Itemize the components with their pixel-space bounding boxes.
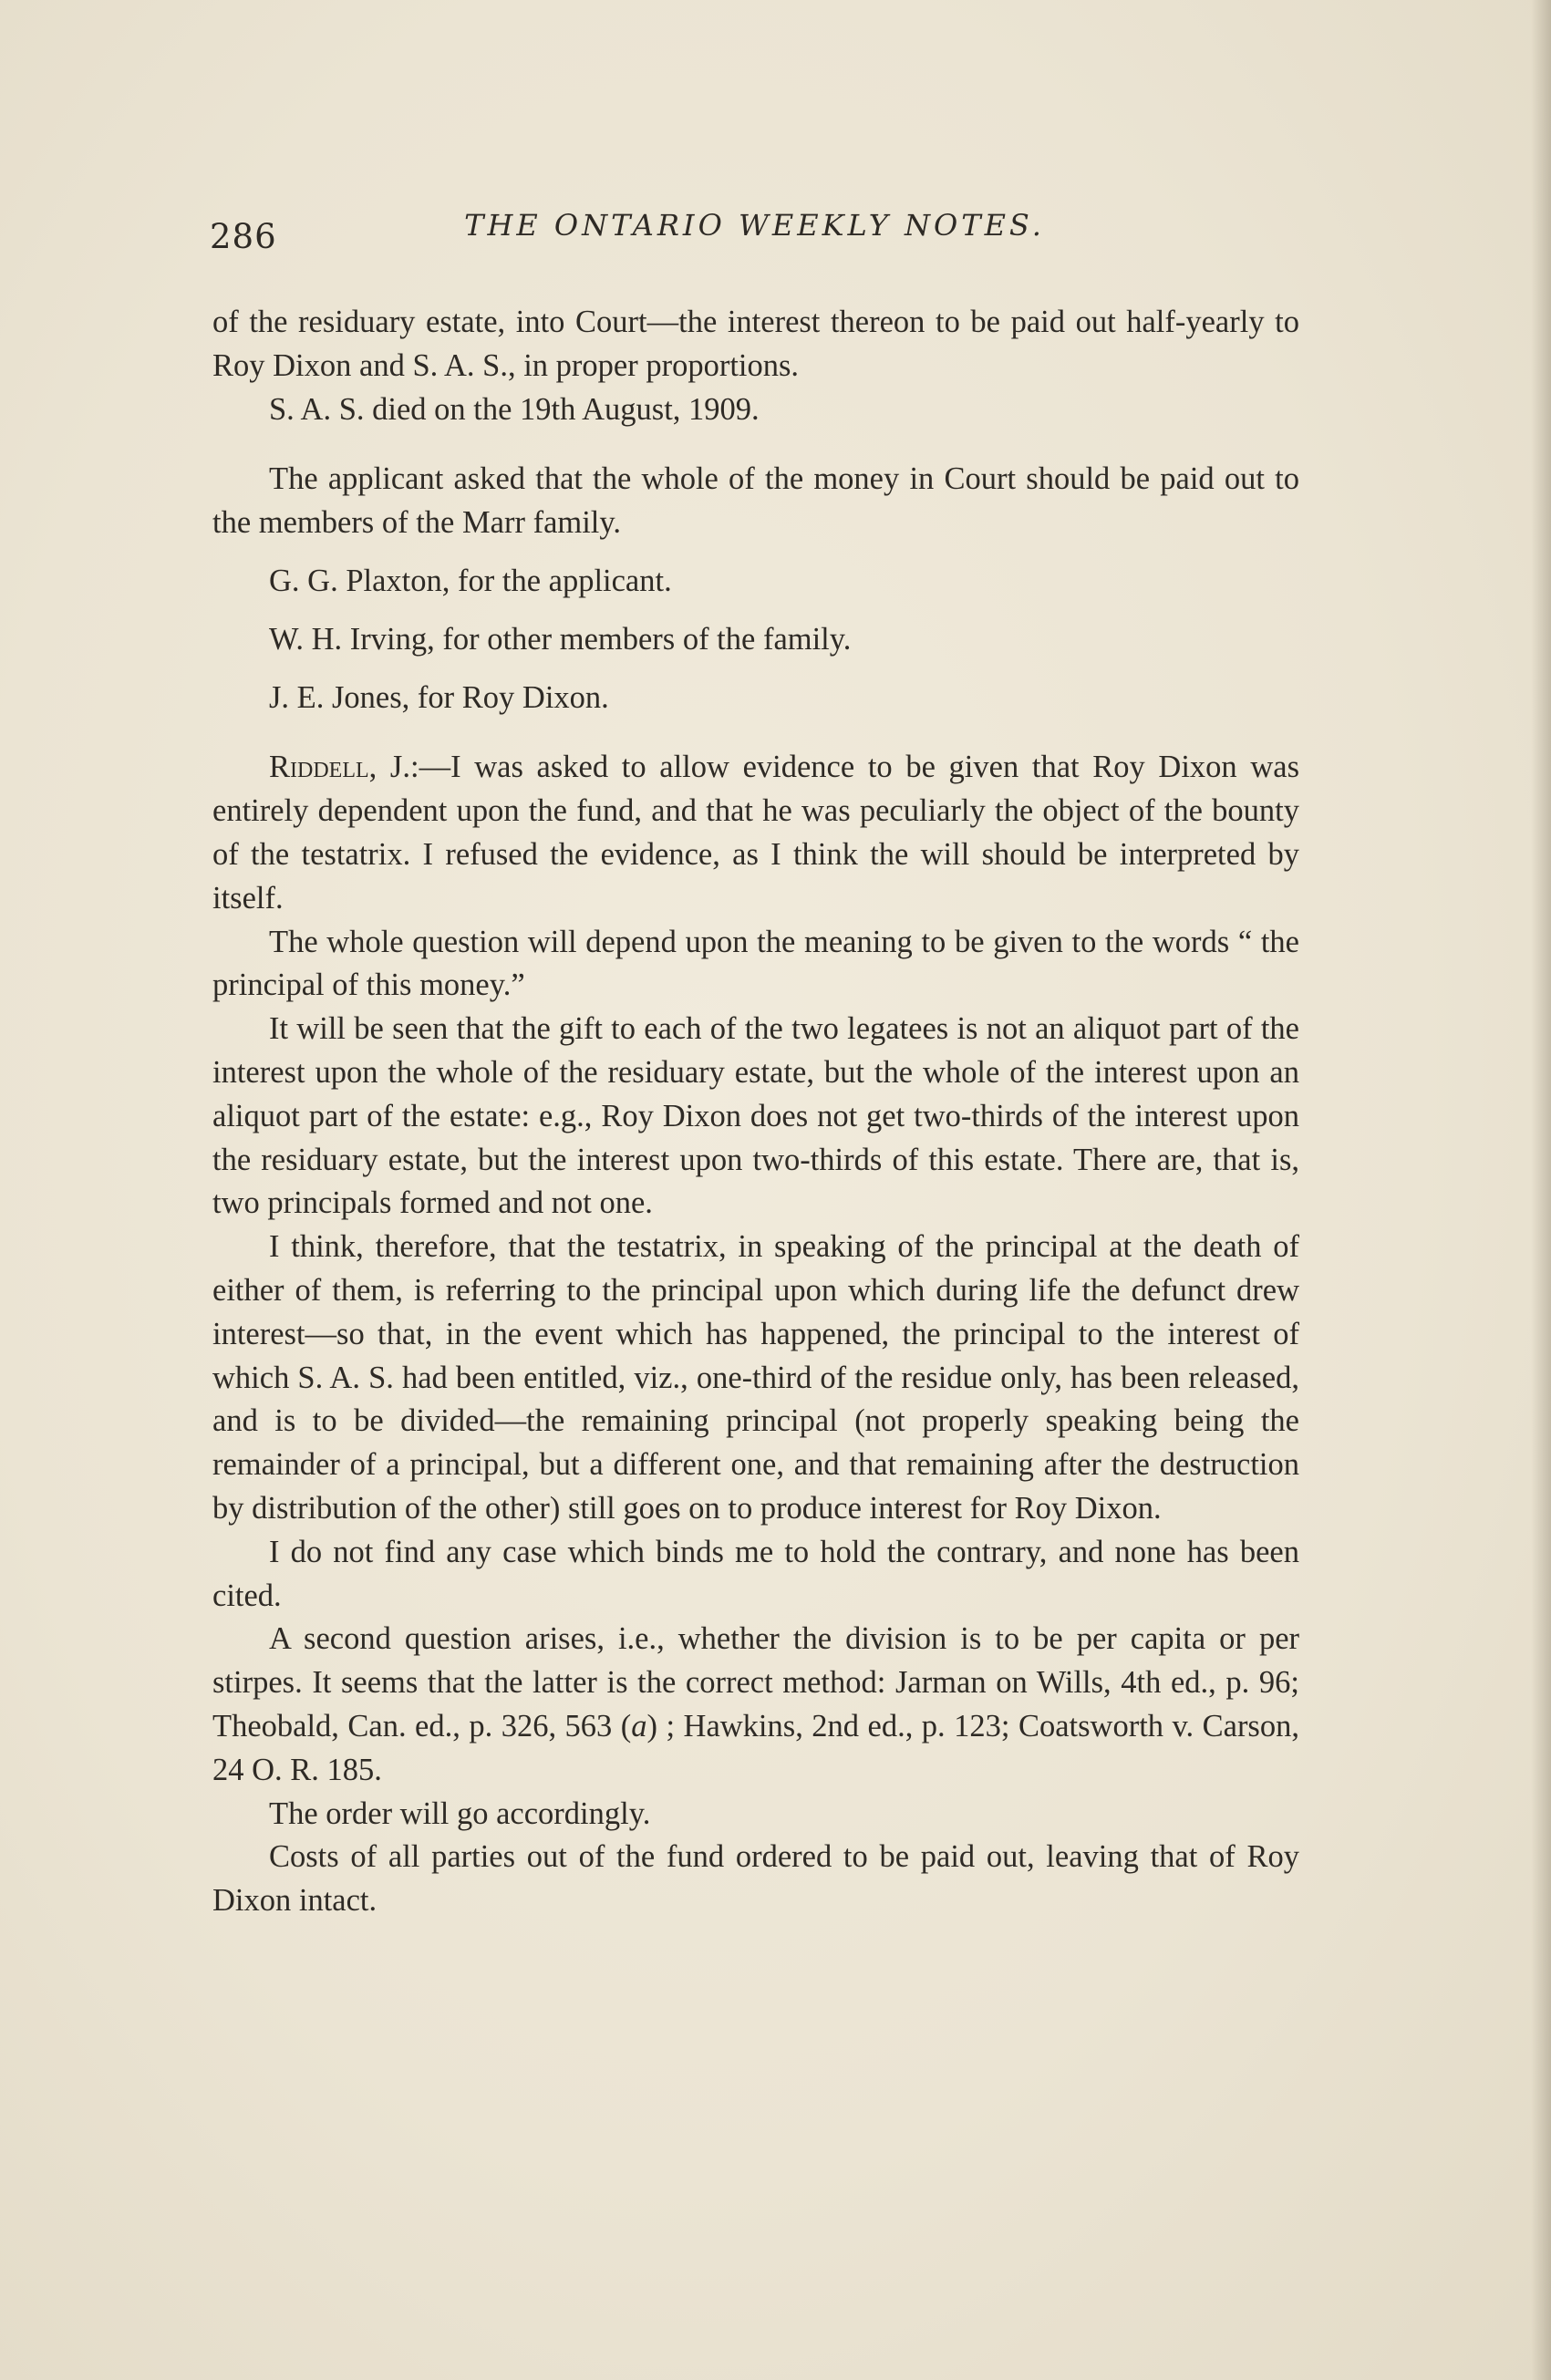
paragraph-aliquot: It will be seen that the gift to each of the two legatees is not an aliquot part of the interest upon the whole of the residuary estate, but the whole of the interest upon an aliquot part of the estate: e.g., Roy Dixon does not get two-thirds of the interest upon the residuary estate, but the interest upon two-thirds of this estate. There are, that is, two principals formed and not one. <box>212 1011 1299 1221</box>
running-title: THE ONTARIO WEEKLY NOTES. <box>464 208 1045 243</box>
paragraph-question: The whole question will depend upon the meaning to be given to the words “ the principal of this money.” <box>212 924 1299 1003</box>
second-question-text: A second question arises, i.e., whether the division is to be per capita or per stirpes. It seems that the latter is the correct method: Jarman on Wills, 4th ed., p. 96; Theobald, Can. ed., p. 326, 563 ( <box>212 1621 1299 1744</box>
paragraph-order: The order will go accordingly. <box>269 1795 651 1831</box>
paragraph-judgment-opening <box>212 746 1299 920</box>
counsel-family: W. H. Irving, for other members of the family. <box>269 621 852 657</box>
page-header <box>210 208 1299 263</box>
body-text <box>212 301 1299 1923</box>
second-question-citations: ) ; Hawkins, 2nd ed., p. 123; Coatsworth v. Carson, 24 O. R. 185. <box>212 1708 1299 1787</box>
paragraph-continued: of the residuary estate, into Court—the interest thereon to be paid out half-yearly to Roy Dixon and S. A. S., in proper proportions. <box>212 305 1299 383</box>
counsel-applicant: G. G. Plaxton, for the applicant. <box>269 563 672 598</box>
paragraph-reasoning: I think, therefore, that the testatrix, in speaking of the principal at the death of either of them, is referring to the principal upon which during life the defunct drew interest—so that, in the event which has happened, the principal to the interest of which S. A. S. had been entitled, viz., one-third of the residue only, has been released, and is to be divided—the remaining principal (not properly speaking being the remainder of a principal, but a different one, and that remaining after the destruction by distribution of the other) still goes on to produce interest for Roy Dixon. <box>212 1229 1299 1526</box>
citation-italic: a <box>631 1708 647 1744</box>
judge-name: Riddell, J. <box>269 750 410 785</box>
paragraph-costs: Costs of all parties out of the fund ordered to be paid out, leaving that of Roy Dixon intact. <box>212 1839 1299 1919</box>
paragraph-second-question <box>212 1618 1299 1792</box>
judgment-opening-text: :—I was asked to allow evidence to be given that Roy Dixon was entirely dependent upon the fund, and that he was peculiarly the object of the bounty of the testatrix. I refused the evidence, as I think the will should be interpreted by itself. <box>212 750 1300 916</box>
paragraph-death-note: S. A. S. died on the 19th August, 1909. <box>269 391 760 427</box>
counsel-roy-dixon: J. E. Jones, for Roy Dixon. <box>269 679 609 715</box>
page-edge-shadow <box>1531 0 1551 2380</box>
paragraph-application: The applicant asked that the whole of the money in Court should be paid out to the members of the Marr family. <box>212 461 1299 541</box>
page-number: 286 <box>210 217 277 256</box>
paragraph-no-case: I do not find any case which binds me to hold the contrary, and none has been cited. <box>212 1534 1299 1613</box>
